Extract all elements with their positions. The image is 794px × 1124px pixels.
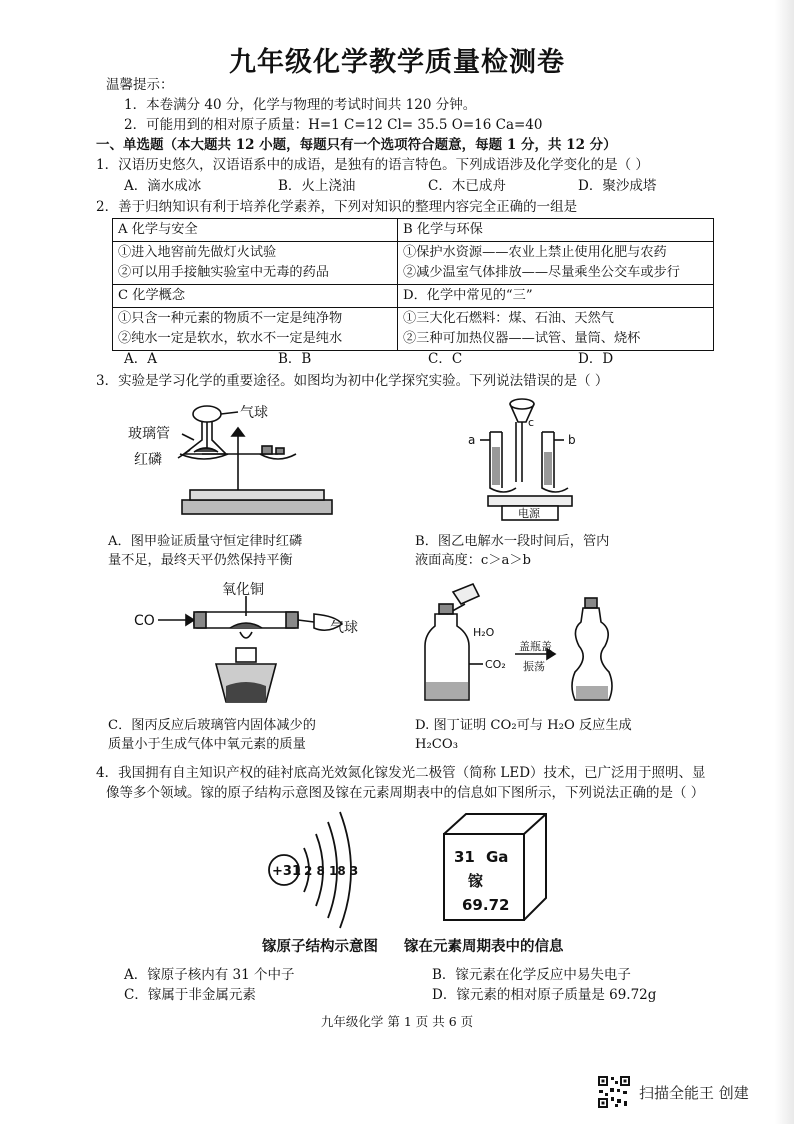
q4-option-d: D．镓元素的相对原子质量是 69.72g — [432, 987, 657, 1003]
q2-option-d: D．D — [578, 351, 614, 367]
q4-stem-line-1: 4．我国拥有自主知识产权的硅衬底高光效氮化镓发光二极管（简称 LED）技术，已广泛用于照明、显 — [96, 765, 706, 781]
fig-c-balloon-label: 气球 — [330, 620, 358, 636]
q3-option-d-line-2: H₂CO₃ — [415, 737, 458, 752]
q2-option-c: C．C — [428, 351, 463, 367]
fig-d-action-1: 盖瓶盖 — [519, 640, 552, 653]
q2-cell-a-head: A 化学与安全 — [113, 219, 398, 242]
fig-b-b-label: b — [568, 433, 576, 447]
q1-option-c: C．木已成舟 — [428, 178, 506, 194]
element-symbol: Ga — [486, 848, 509, 866]
q4-option-a: A．镓原子核内有 31 个中子 — [124, 967, 295, 983]
q4-option-b: B．镓元素在化学反应中易失电子 — [432, 967, 631, 983]
fig-c-cuo-label: 氧化铜 — [222, 582, 264, 598]
q3-stem: 3．实验是学习化学的重要途径。如图均为初中化学探究实验。下列说法错误的是（ ） — [96, 373, 609, 389]
atom-nucleus-label: +31 — [272, 864, 301, 879]
element-number: 31 — [454, 848, 475, 866]
q3-option-d-line-1: D. 图丁证明 CO₂可与 H₂O 反应生成 — [415, 718, 632, 733]
q3-option-a — [108, 532, 302, 570]
q3-option-a-line-2: 量不足，最终天平仍然保持平衡 — [108, 553, 293, 568]
tips-line-1: 1．本卷满分 40 分，化学与物理的考试时间共 120 分钟。 — [124, 97, 477, 113]
figure-d-bottle — [425, 582, 625, 707]
scanner-watermark — [597, 1074, 749, 1110]
q3-option-c — [108, 716, 316, 754]
fig-b-a-label: a — [468, 433, 476, 447]
q2-stem: 2．善于归纳知识有利于培养化学素养，下列对知识的整理内容完全正确的一组是 — [96, 199, 578, 215]
q3-option-b — [415, 532, 609, 570]
gallium-atom-diagram — [264, 808, 374, 928]
atom-caption: 镓原子结构示意图 — [262, 939, 378, 955]
tips-heading: 温馨提示： — [106, 77, 174, 93]
scan-edge-shadow — [775, 0, 794, 1124]
exam-title: 九年级化学教学质量检测卷 — [229, 47, 565, 78]
q2-cell-d-head: D．化学中常见的“三” — [398, 285, 714, 308]
q2-d-row-2: ②三种可加热仪器——试管、量筒、烧杯 — [403, 331, 641, 346]
tips-line-2: 2．可能用到的相对原子质量：H=1 C=12 Cl= 35.5 O=16 Ca=40 — [124, 117, 543, 133]
fig-c-co-label: CO — [134, 613, 155, 629]
q2-cell-c-body — [113, 308, 398, 351]
fig-b-power-label: 电源 — [518, 507, 540, 520]
q2-cell-b-head: B 化学与环保 — [398, 219, 714, 242]
q1-stem: 1．汉语历史悠久，汉语语系中的成语，是独有的语言特色。下列成语涉及化学变化的是（ ） — [96, 157, 649, 173]
q2-knowledge-table — [112, 218, 714, 351]
q4-stem-line-2: 像等多个领域。镓的原子结构示意图及镓在元素周期表中的信息如下图所示，下列说法正确的是（ ） — [106, 785, 705, 801]
q2-option-b: B．B — [278, 351, 312, 367]
q2-b-row-1: ①保护水资源——农业上禁止使用化肥与农药 — [403, 245, 667, 260]
element-caption: 镓在元素周期表中的信息 — [404, 939, 564, 955]
fig-d-action-2: 振荡 — [523, 660, 545, 673]
q3-option-c-line-1: C．图丙反应后玻璃管内固体减少的 — [108, 718, 316, 733]
fig-d-h2o-label: H₂O — [473, 626, 495, 639]
q3-option-a-line-1: A．图甲验证质量守恒定律时红磷 — [108, 534, 303, 549]
fig-a-phosphorus-label: 红磷 — [134, 452, 162, 468]
page-footer: 九年级化学 第 1 页 共 6 页 — [320, 1014, 474, 1029]
q2-cell-a-body — [113, 242, 398, 285]
element-name: 镓 — [468, 872, 484, 890]
q3-option-c-line-2: 质量小于生成气体中氧元素的质量 — [108, 737, 306, 752]
fig-a-balloon-label: 气球 — [240, 405, 268, 421]
figure-c-co-reduction — [130, 582, 370, 707]
q2-d-row-1: ①三大化石燃料：煤、石油、天然气 — [403, 311, 614, 326]
element-mass: 69.72 — [462, 896, 510, 914]
section-heading: 一、单选题（本大题共 12 小题，每题只有一个选项符合题意，每题 1 分，共 12 分） — [96, 137, 617, 153]
figure-a-balance — [120, 392, 340, 522]
atom-shells-label: 2 8 18 3 — [304, 864, 359, 878]
q2-c-row-1: ①只含一种元素的物质不一定是纯净物 — [118, 311, 343, 326]
q1-option-d: D．聚沙成塔 — [578, 178, 657, 194]
q3-option-b-line-2: 液面高度：c＞a＞b — [415, 553, 532, 568]
q2-cell-b-body — [398, 242, 714, 285]
q3-option-b-line-1: B．图乙电解水一段时间后，管内 — [415, 534, 610, 549]
q2-cell-c-head: C 化学概念 — [113, 285, 398, 308]
q2-a-row-2: ②可以用手接触实验室中无毒的药品 — [118, 265, 329, 280]
q2-b-row-2: ②减少温室气体排放——尽量乘坐公交车或步行 — [403, 265, 680, 280]
q2-c-row-2: ②纯水一定是软水，软水不一定是纯水 — [118, 331, 343, 346]
q1-option-a: A．滴水成冰 — [124, 178, 202, 194]
q3-option-d — [415, 716, 632, 754]
figure-b-electrolysis — [460, 392, 600, 527]
q2-option-a: A．A — [124, 351, 157, 367]
gallium-element-box — [438, 808, 554, 926]
q1-option-b: B．火上浇油 — [278, 178, 356, 194]
q2-a-row-1: ①进入地窖前先做灯火试验 — [118, 245, 277, 260]
q2-cell-d-body — [398, 308, 714, 351]
fig-a-tube-label: 玻璃管 — [128, 426, 170, 442]
fig-d-co2-label: CO₂ — [485, 658, 506, 671]
scanner-text: 扫描全能王 创建 — [639, 1083, 749, 1102]
q4-option-c: C．镓属于非金属元素 — [124, 987, 256, 1003]
qr-code-icon — [597, 1075, 631, 1109]
fig-b-c-label: c — [528, 416, 535, 429]
